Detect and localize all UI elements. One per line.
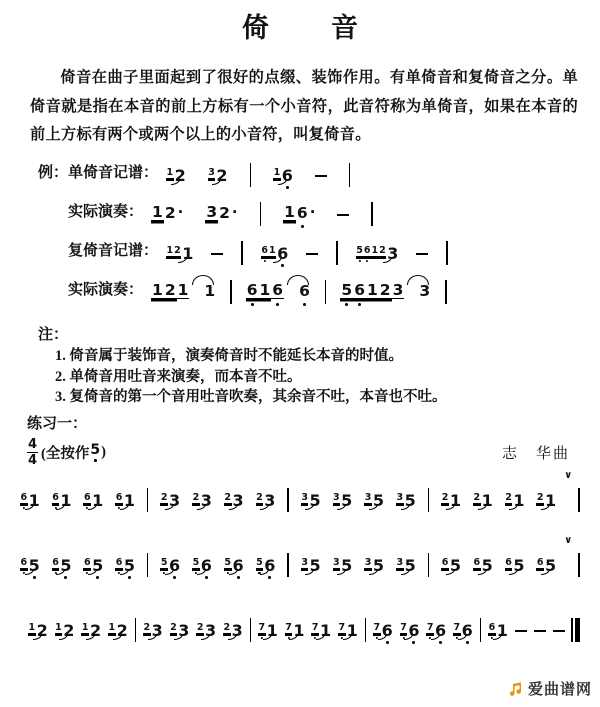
- grace-note: 1: [108, 623, 116, 634]
- played-note: 2: [164, 204, 176, 222]
- grace-note: 7: [453, 623, 461, 634]
- grace-note-cell: [115, 492, 135, 514]
- barline: [250, 163, 252, 187]
- low-octave-dot: [264, 260, 266, 262]
- note-group: [340, 282, 404, 306]
- grace-note-cell: [301, 492, 321, 514]
- main-note: 6: [462, 622, 473, 644]
- grace-note: 2: [196, 623, 204, 634]
- grace-note-cell: [488, 622, 508, 644]
- grace-note: 1: [55, 623, 63, 634]
- title-char-right: 音: [331, 13, 358, 43]
- exercise-line-3: [28, 600, 580, 644]
- site-name: 爱曲谱网: [527, 682, 592, 698]
- main-note: 5: [372, 491, 385, 510]
- grace-note-cell: [396, 557, 416, 579]
- key-signature-prefix: (全按作: [41, 446, 90, 462]
- low-octave-dot: [359, 260, 361, 262]
- played-note: 2: [164, 281, 176, 299]
- main-note: 5: [124, 557, 135, 579]
- main-note: 3: [387, 244, 399, 263]
- main-note: 5: [341, 556, 353, 575]
- grace-note-cell: [505, 492, 525, 514]
- grace-note: 2: [473, 493, 481, 504]
- grace-note-cell: [196, 622, 216, 644]
- grace-note-cell: [55, 622, 75, 644]
- grace-note: 3: [396, 558, 404, 569]
- main-note: 5: [341, 491, 353, 510]
- main-note: 6: [282, 167, 293, 189]
- title-char-left: 倚: [242, 13, 269, 43]
- grace-note-cell: [166, 167, 186, 189]
- grace-note: 7: [400, 623, 408, 634]
- barline: [287, 553, 289, 577]
- main-note: 1: [182, 244, 194, 263]
- duration-dash: [211, 253, 223, 255]
- main-note: 3: [178, 621, 190, 640]
- grace-note: 5: [224, 558, 232, 569]
- grace-note-cell: [285, 622, 305, 644]
- played-note: 2: [379, 281, 391, 299]
- main-note: 6: [382, 622, 393, 644]
- barline: [480, 618, 482, 642]
- time-signature: [27, 438, 38, 467]
- main-note: 1: [266, 621, 278, 640]
- main-note: 1: [513, 491, 525, 510]
- grace-note-cell: [333, 492, 353, 514]
- examples-block: [38, 150, 578, 306]
- main-note: 5: [60, 557, 71, 579]
- grace-note-cell: [170, 622, 190, 644]
- grace-note-cell: [373, 622, 393, 644]
- notation-line: [151, 275, 461, 306]
- grace-note-cell: [441, 492, 461, 514]
- main-note: 6: [277, 245, 288, 267]
- played-note: 3: [392, 281, 404, 299]
- grace-note-cell: [261, 245, 288, 267]
- played-note: 6: [298, 283, 311, 306]
- example-row-played-multi: [38, 267, 578, 306]
- exercise-line-2: [20, 535, 580, 579]
- main-note: 5: [372, 556, 385, 575]
- main-note: 2: [116, 621, 128, 640]
- main-note: 5: [309, 491, 321, 510]
- main-note: 5: [481, 556, 493, 575]
- note-group: [298, 283, 311, 306]
- exercise-heading: 练习一：: [27, 416, 88, 432]
- grace-note: 6: [115, 558, 123, 569]
- grace-note: 6: [20, 493, 28, 504]
- footer-logo: [508, 678, 592, 699]
- main-note: 3: [204, 621, 217, 640]
- note-group: [151, 282, 189, 306]
- time-signature-numerator: 4: [28, 437, 38, 452]
- low-octave-dot: [345, 303, 348, 306]
- note-group: [283, 203, 315, 228]
- main-note: 5: [404, 556, 416, 575]
- duration-dash: [416, 253, 428, 255]
- grace-note: 6: [505, 558, 513, 569]
- example-label: 实际演奏：: [68, 204, 144, 220]
- grace-note-cell: [536, 557, 556, 579]
- barline: [371, 202, 373, 226]
- low-octave-dot: [268, 576, 271, 579]
- key-signature-note: 5: [90, 443, 100, 462]
- grace-note-cell: [20, 492, 40, 514]
- grace-note: 3: [333, 493, 341, 504]
- grace-note-cell: [400, 622, 420, 644]
- grace-note-cell: [28, 622, 48, 644]
- grace-note: 7: [426, 623, 434, 634]
- played-note: 2: [219, 204, 230, 222]
- grace-note-cell: [223, 622, 243, 644]
- main-note: 2: [63, 621, 75, 640]
- grace-note: 2: [536, 493, 544, 504]
- grace-note: 7: [311, 623, 319, 634]
- low-octave-dot: [286, 186, 289, 189]
- low-octave-dot: [205, 576, 208, 579]
- time-and-key-signature: [27, 438, 106, 467]
- grace-note-cell: [108, 622, 128, 644]
- grace-note-cell: [52, 492, 72, 514]
- grace-note-cell: [160, 492, 180, 514]
- grace-note-cell: [166, 245, 193, 267]
- breath-mark: ∨: [564, 470, 573, 481]
- main-note: 1: [60, 491, 72, 510]
- barline: [336, 241, 338, 265]
- main-note: 3: [169, 491, 181, 510]
- main-note: 3: [232, 491, 244, 510]
- low-octave-dot: [366, 260, 368, 262]
- low-octave-dot: [96, 576, 99, 579]
- barline: [349, 163, 351, 187]
- low-octave-dot: [33, 576, 36, 579]
- grace-note-cell: [536, 492, 556, 514]
- main-note: 1: [449, 491, 461, 510]
- grace-note: 2: [192, 493, 200, 504]
- barline: [241, 241, 243, 265]
- main-note: 6: [201, 557, 212, 579]
- augmentation-dot: ·: [177, 203, 184, 221]
- grace-note: 6: [52, 493, 60, 504]
- grace-note: 2: [505, 493, 513, 504]
- low-octave-dot: [237, 576, 240, 579]
- played-note: 1: [366, 281, 378, 299]
- grace-note: 1: [273, 168, 281, 179]
- main-note: 1: [28, 491, 40, 510]
- low-octave-dot: [94, 459, 97, 462]
- grace-note-cell: [83, 492, 103, 514]
- note-item: 2. 单倚音用吐音来演奏，而本音不吐。: [55, 368, 302, 385]
- main-note: 6: [169, 557, 180, 579]
- main-note: 6: [408, 622, 419, 644]
- notation-line: [166, 241, 466, 267]
- grace-note: 7: [338, 623, 346, 634]
- grace-note-cell: [441, 557, 461, 579]
- exercise-line-1: [20, 470, 580, 514]
- grace-note-cell: [301, 557, 321, 579]
- low-octave-dot: [64, 576, 67, 579]
- notes-section: [38, 324, 447, 408]
- low-octave-dot: [439, 641, 442, 644]
- grace-note-cell: [143, 622, 163, 644]
- grace-note: 7: [285, 623, 293, 634]
- barline: [287, 488, 289, 512]
- main-note: 6: [435, 622, 446, 644]
- note-item: 1. 倚音属于装饰音，演奏倚音时不能延长本音的时值。: [55, 348, 403, 364]
- main-note: 2: [36, 621, 48, 640]
- main-note: 2: [216, 166, 228, 185]
- low-octave-dot: [386, 641, 389, 644]
- grace-note-cell: [396, 492, 416, 514]
- grace-note: 5: [160, 558, 168, 569]
- played-note: 6: [246, 282, 259, 306]
- key-signature-suffix: ): [101, 444, 106, 460]
- grace-note-cell: [364, 492, 384, 514]
- note-group: [151, 203, 183, 228]
- low-octave-dot: [128, 576, 131, 579]
- grace-note: 3: [396, 493, 404, 504]
- grace-note-cell: [338, 622, 358, 644]
- augmentation-dot: ·: [231, 203, 238, 221]
- duration-dash: [337, 214, 349, 216]
- grace-note-cell: [20, 557, 40, 579]
- grace-note: 2: [160, 493, 168, 504]
- grace-note: 6: [488, 623, 496, 634]
- low-octave-dot: [358, 303, 361, 306]
- augmentation-dot: ·: [309, 203, 316, 221]
- played-note: 1: [204, 282, 216, 300]
- main-note: 5: [309, 556, 321, 575]
- grace-note-cell: [256, 557, 276, 579]
- main-note: 5: [513, 556, 525, 575]
- grace-note-cell: [364, 557, 384, 579]
- grace-note: 3: [364, 558, 372, 569]
- low-octave-dot: [251, 303, 254, 306]
- grace-note: 2: [256, 493, 264, 504]
- grace-note: 2: [441, 493, 449, 504]
- barline: [135, 618, 137, 642]
- main-note: 6: [233, 557, 244, 579]
- played-note: 6: [296, 205, 309, 228]
- grace-note-cell: [453, 622, 473, 644]
- grace-note: 3: [301, 493, 309, 504]
- grace-note: 3: [364, 493, 372, 504]
- meter-row: [27, 438, 570, 467]
- duration-dash: [306, 253, 318, 255]
- played-note: 3: [206, 203, 218, 221]
- barline: [578, 488, 580, 512]
- main-note: 2: [89, 621, 102, 640]
- low-octave-dot: [303, 303, 306, 306]
- low-octave-dot: [173, 576, 176, 579]
- breath-mark: ∨: [564, 535, 573, 546]
- grace-note-cell: [192, 557, 212, 579]
- grace-note: 3: [301, 558, 309, 569]
- main-note: 5: [404, 491, 416, 510]
- main-note: 3: [264, 491, 276, 510]
- barline: [446, 241, 448, 265]
- grace-note: 5: [192, 558, 200, 569]
- example-prefix: 例：: [38, 165, 69, 181]
- note-item: 3. 复倚音的第一个音用吐音吹奏，其余音不吐，本音也不吐。: [55, 389, 447, 405]
- grace-note: 1: [166, 168, 174, 179]
- grace-note-cell: [273, 167, 293, 189]
- grace-note: 1: [28, 623, 36, 634]
- played-note: 3: [419, 282, 431, 300]
- grace-note: 2: [224, 493, 232, 504]
- grace-note-cell: [224, 557, 244, 579]
- main-note: 5: [545, 556, 557, 575]
- main-note: 1: [319, 621, 332, 640]
- grace-note-cell: [192, 492, 212, 514]
- grace-note: 6: [83, 558, 91, 569]
- played-note: 1: [177, 281, 189, 299]
- grace-note: 6: [441, 558, 449, 569]
- grace-note: 2: [170, 623, 178, 634]
- grace-note-cell: [333, 557, 353, 579]
- grace-note: 2: [143, 623, 151, 634]
- main-note: 1: [92, 491, 104, 510]
- barline: [428, 488, 430, 512]
- grace-note-cell: [52, 557, 72, 579]
- example-row-played-single: [38, 189, 578, 228]
- barline: [260, 202, 262, 226]
- barline: [147, 488, 149, 512]
- time-signature-denominator: 4: [28, 453, 38, 468]
- main-note: 1: [293, 621, 305, 640]
- intro-paragraph: 倚音在曲子里面起到了很好的点缀、装饰作用。有单倚音和复倚音之分。单倚音就是指在本音的前上方标有一个小音符，此音符称为单倚音，如果在本音的前上方标有两个或两个以上的小音符，叫复倚音。: [30, 69, 578, 143]
- main-note: 1: [481, 491, 493, 510]
- grace-note-cell: [115, 557, 135, 579]
- grace-note-cell: [208, 167, 228, 189]
- grace-note: 6: [115, 493, 123, 504]
- notation-line: [166, 163, 372, 189]
- grace-note: 6: [20, 558, 28, 569]
- grace-note: 5: [256, 558, 264, 569]
- low-octave-dot: [412, 641, 415, 644]
- example-label: 单倚音记谱：: [68, 165, 159, 181]
- barline: [230, 280, 232, 304]
- played-note: 5: [340, 282, 353, 306]
- played-note: 6: [353, 282, 366, 306]
- duration-dash: [315, 175, 327, 177]
- music-note-icon: [508, 681, 524, 697]
- main-note: 3: [200, 491, 212, 510]
- page-title: [0, 6, 600, 45]
- notes-heading: 注：: [38, 327, 69, 343]
- duration-dash: [515, 630, 527, 632]
- main-note: 1: [123, 491, 135, 510]
- played-note: 1: [284, 203, 295, 221]
- barline: [578, 553, 580, 577]
- main-note: 1: [496, 621, 508, 640]
- grace-note: 2: [223, 623, 231, 634]
- grace-note-cell: [426, 622, 446, 644]
- grace-note: 1: [81, 623, 89, 634]
- grace-note-cell: [473, 492, 493, 514]
- played-note: 1: [152, 203, 163, 221]
- low-octave-dot: [281, 264, 284, 267]
- barline: [445, 280, 447, 304]
- note-group: [418, 283, 431, 306]
- grace-note-cell: [311, 622, 331, 644]
- grace-note-cell: [160, 557, 180, 579]
- barline: [147, 553, 149, 577]
- grace-note-cell: [83, 557, 103, 579]
- example-label: 复倚音记谱：: [68, 243, 159, 259]
- played-note: 1: [152, 281, 163, 299]
- grace-note: 6: [536, 558, 544, 569]
- duration-dash: [553, 630, 565, 632]
- example-row-notation-multi: [38, 228, 578, 267]
- example-row-notation-single: [38, 150, 578, 189]
- low-octave-dot: [276, 303, 279, 306]
- barline: [325, 280, 327, 304]
- main-note: 1: [346, 621, 358, 640]
- duration-dash: [534, 630, 546, 632]
- main-note: 6: [264, 557, 275, 579]
- grace-note: 6 1: [261, 246, 276, 257]
- main-note: 2: [174, 166, 186, 185]
- final-barline: [571, 618, 580, 642]
- main-note: 5: [92, 557, 103, 579]
- note-group: [205, 203, 237, 228]
- notation-line: [151, 202, 395, 228]
- low-octave-dot: [466, 641, 469, 644]
- played-note: 1: [259, 281, 271, 299]
- grace-note: 6: [52, 558, 60, 569]
- grace-note-cell: [258, 622, 278, 644]
- barline: [365, 618, 367, 642]
- played-note: 6: [271, 282, 284, 306]
- note-group: [203, 283, 216, 306]
- grace-note: 7: [373, 623, 381, 634]
- example-label: 实际演奏：: [68, 282, 144, 298]
- barline: [250, 618, 252, 642]
- grace-note-cell: [356, 245, 399, 267]
- main-note: 5: [449, 556, 461, 575]
- grace-note: 1 2: [166, 246, 181, 257]
- grace-note: 3: [208, 168, 216, 179]
- grace-note-cell: [224, 492, 244, 514]
- grace-note: 7: [258, 623, 266, 634]
- main-note: 1: [545, 491, 557, 510]
- main-note: 5: [29, 557, 40, 579]
- note-group: [246, 282, 284, 306]
- barline: [428, 553, 430, 577]
- low-octave-dot: [301, 225, 304, 228]
- grace-note-cell: [505, 557, 525, 579]
- grace-note-cell: [473, 557, 493, 579]
- grace-note: 6: [83, 493, 91, 504]
- grace-note-cell: [81, 622, 101, 644]
- composer-credit: 志 华曲: [501, 446, 570, 462]
- main-note: 3: [231, 621, 243, 640]
- grace-note: 3: [333, 558, 341, 569]
- grace-note: 6: [473, 558, 481, 569]
- main-note: 3: [151, 621, 163, 640]
- grace-note: 5 6 1 2: [356, 246, 387, 257]
- grace-note-cell: [256, 492, 276, 514]
